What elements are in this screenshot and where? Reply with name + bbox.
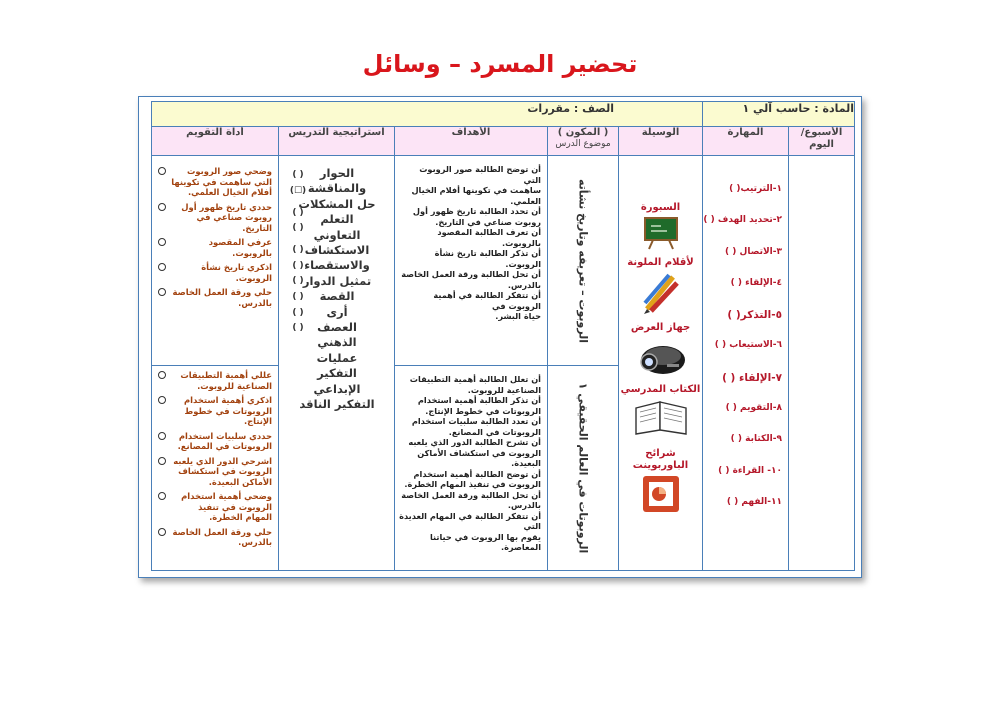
circle-bullet-icon (158, 288, 166, 296)
skill-item: ٤-الإلقاء ( ) (730, 277, 782, 288)
objective-line: أن تعرف الطالبة المقصود بالروبوت. (437, 227, 541, 248)
circle-bullet-icon (158, 263, 166, 271)
strategy-item: التفكير الناقد (299, 397, 375, 412)
skill-item: ١-الترتيب( ) (729, 184, 782, 194)
tool-projector-label: جهاز العرض (630, 322, 691, 333)
tool-slides-label-1: شرائح (645, 448, 676, 459)
strategy-item: الإبداعي (313, 381, 361, 396)
col-lesson-top: ( المكون ) (557, 127, 609, 138)
skill-item: ٧-الإلقاء ( ) (722, 371, 782, 384)
tool-pens-label: لأقلام الملونة (627, 257, 694, 268)
col-skill: المهارة (703, 127, 789, 156)
evaluation-item (156, 202, 274, 234)
objective-line: أن تحل الطالبة ورقة العمل الخاصة (401, 269, 541, 279)
strategy-item: الاستكشاف (304, 243, 370, 258)
strategy-item: التعلم التعاوني (313, 212, 361, 242)
strategy-bracket[interactable]: ( ) (292, 323, 304, 334)
lesson-1-title: الروبوت – تعريفه وتاريخ نشأته (576, 178, 590, 343)
circle-bullet-icon (158, 203, 166, 211)
grade-cell (152, 102, 703, 127)
circle-bullet-icon (158, 167, 166, 175)
col-lesson (548, 127, 619, 156)
evaluation-text: حددي تاريخ ظهور أول روبوت صناعي في التاريخ. (181, 201, 272, 233)
objective-line: أن توضح الطالبة أهمية استخدام (413, 468, 541, 479)
evaluation-item (156, 370, 274, 391)
circle-bullet-icon (158, 238, 166, 246)
circle-bullet-icon (158, 371, 166, 379)
objective-line: الروبوتات في المصانع. (448, 426, 541, 437)
tool-pens (619, 257, 702, 315)
evaluation-list-2 (152, 366, 278, 548)
strategy-bracket[interactable]: ( ) (292, 260, 304, 271)
evaluation-item (156, 166, 274, 198)
open-book-icon (632, 398, 690, 436)
circle-bullet-icon (158, 457, 166, 465)
skill-item: ١١-الفهم ( ) (726, 496, 782, 507)
colored-pencils-icon (639, 271, 683, 315)
strategy-list (298, 166, 376, 413)
strategy-item: العصف الذهني (317, 320, 357, 350)
projector-icon (633, 336, 689, 378)
strategy-item: أرى (326, 304, 348, 319)
tools-cell (619, 156, 703, 571)
evaluation-text: حلي ورقة العمل الخاصة بالدرس. (172, 287, 272, 308)
circle-bullet-icon (158, 528, 166, 536)
objective-line: أن تتفكر الطالبة في المهام العديدة التي (399, 510, 541, 531)
grade-label: الصف : مقررات (527, 102, 614, 115)
tool-slides-label-2: الباوربوينت (632, 460, 689, 471)
objective-line: روبوت صناعي في التاريخ. (435, 216, 541, 227)
objective-line: أن تحل الطالبة ورقة العمل الخاصة (401, 489, 541, 500)
strategy-bracket[interactable]: ( ) (292, 223, 304, 234)
objectives-cell-1 (395, 156, 548, 366)
strategy-bracket[interactable]: ( ) (292, 245, 304, 256)
strategy-item: والمناقشة (307, 181, 367, 196)
objective-line: الروبوت في استكشاف الأماكن البعيدة. (417, 447, 541, 468)
strategy-bracket[interactable]: ( ) (292, 276, 304, 287)
strategy-brackets (289, 170, 307, 339)
evaluation-item (156, 395, 274, 427)
objective-line: أن تتفكر الطالبة في أهمية الروبوت في (433, 290, 541, 311)
skill-item: ١٠- القراءة ( ) (718, 465, 782, 476)
evaluation-text: اشرحي الدور الذي يلعبه الروبوت في استكشاف الأماكن البعيدة. (173, 455, 272, 487)
evaluation-item (156, 287, 274, 308)
skill-item: ٣-الاتصال ( ) (725, 246, 782, 257)
strategy-bracket[interactable]: ( ) (292, 170, 304, 180)
tool-slides (619, 448, 702, 514)
objective-line: أن تعدد الطالبة سلبيات استخدام (411, 416, 541, 426)
lesson-2-title: الروبوتات في العالم الحقيقي ١ (576, 382, 590, 554)
powerpoint-icon (641, 474, 681, 514)
skill-item: ٥-التذكر( ) (727, 309, 782, 322)
tool-board (619, 202, 702, 250)
objective-line: أن تشرح الطالبة الدور الذي يلعبه (408, 437, 541, 447)
objective-line: أن تذكر الطالبة تاريخ نشأة الروبوت. (434, 248, 541, 269)
evaluation-text: عللي أهمية التطبيقات الصناعية للروبوت. (180, 370, 272, 391)
skills-cell (703, 156, 789, 571)
evaluation-cell-2 (152, 366, 279, 571)
strategy-bracket[interactable]: ( ) (292, 291, 304, 302)
subject-cell (703, 102, 855, 127)
tool-book (619, 384, 702, 436)
strategy-cell (279, 156, 395, 571)
skills-list (703, 156, 788, 528)
column-header-row (152, 127, 855, 156)
lesson-cell-1 (548, 156, 619, 366)
objective-line: الصناعية للروبوت. (467, 384, 541, 395)
objective-line: الروبوت في تنفيذ المهام الخطرة. (404, 479, 541, 489)
evaluation-item (156, 237, 274, 258)
skill-item: ٩-الكتابة ( ) (730, 434, 782, 445)
lesson-row-1 (152, 156, 855, 366)
objectives-2 (395, 366, 547, 553)
subject-label: المادة : حاسب آلي ١ (742, 102, 854, 115)
lesson-cell-2 (548, 366, 619, 571)
evaluation-item (156, 527, 274, 548)
tool-book-label: الكتاب المدرسي (620, 384, 701, 395)
evaluation-item (156, 262, 274, 283)
evaluation-text: حلي ورقة العمل الخاصة بالدرس. (172, 526, 272, 547)
lesson-plan-table (151, 101, 855, 571)
tool-projector (619, 322, 702, 378)
evaluation-list-1 (152, 156, 278, 308)
info-row (152, 102, 855, 127)
evaluation-cell-1 (152, 156, 279, 366)
circle-bullet-icon (158, 492, 166, 500)
evaluation-text: وضحي أهمية استخدام الروبوت في تنفيذ المهام الخطرة. (181, 491, 272, 522)
objectives-1 (395, 156, 547, 322)
objective-line: حياة البشر. (495, 311, 541, 321)
col-objectives: الأهداف (395, 127, 548, 156)
strategy-item: الحوار (319, 166, 355, 180)
strategy-bracket[interactable]: ( ) (292, 307, 304, 318)
evaluation-text: اذكري تاريخ نشأة الروبوت. (201, 262, 272, 283)
objective-line: يقوم بها الروبوت في حياتنا المعاصرة. (429, 531, 541, 552)
strategy-item: عمليات التفكير (316, 350, 358, 381)
chalkboard-icon (641, 216, 681, 250)
strategy-item: تمثيل الدوار (302, 273, 372, 288)
col-tool: الوسيلة (619, 127, 703, 156)
objective-line: أن توضح الطالبة صور الروبوت التي (419, 164, 541, 185)
col-strategy: استراتيجية التدريس (279, 127, 395, 156)
circle-bullet-icon (158, 432, 166, 440)
strategy-item: القصة (319, 289, 355, 304)
evaluation-text: وضحي صور الروبوت التي ساهمت في تكوينها أفلام الخيال العلمي. (171, 166, 272, 197)
strategy-item: والاستقصاء (304, 258, 370, 273)
strategy-bracket[interactable]: ( ) (292, 207, 304, 218)
col-evaluation: أداة التقويم (152, 127, 279, 156)
strategy-block (279, 156, 394, 570)
objectives-cell-2 (395, 366, 548, 571)
plan-frame (138, 96, 862, 578)
col-lesson-bottom: موضوع الدرس (555, 138, 611, 149)
evaluation-text: حددي سلبيات استخدام الروبوتات في المصانع. (177, 430, 272, 451)
week-cell (789, 156, 855, 571)
objective-line: أن تحدد الطالبة تاريخ ظهور أول (412, 206, 541, 216)
evaluation-item (156, 456, 274, 488)
skill-item: ٦-الاستيعاب ( ) (714, 340, 782, 351)
evaluation-item (156, 491, 274, 523)
col-week: الأسبوع/اليوم (789, 127, 855, 156)
circle-bullet-icon (158, 396, 166, 404)
objective-line: الروبوتات في خطوط الإنتاج. (425, 405, 541, 416)
skill-item: ٨-التقويم ( ) (725, 403, 782, 414)
strategy-item: حل المشكلات (298, 196, 376, 211)
objective-line: بالدرس. (507, 279, 541, 290)
objective-line: بالدرس. (507, 500, 541, 510)
evaluation-text: اذكري أهمية استخدام الروبوتات في خطوط الإنتاج. (184, 395, 272, 426)
tool-board-label: السبورة (640, 202, 681, 213)
evaluation-item (156, 431, 274, 452)
objective-line: ساهمت في تكوينها أفلام الخيال العلمي. (411, 185, 541, 206)
skill-item: ٢-تحديد الهدف ( ) (703, 215, 782, 226)
page-title: تحضير المسرد – وسائل (362, 50, 638, 78)
objective-line: أن تذكر الطالبة أهمية استخدام (417, 395, 541, 405)
evaluation-text: عرفي المقصود بالروبوت. (208, 237, 272, 258)
objective-line: أن تعلل الطالبة أهمية التطبيقات (409, 374, 541, 384)
strategy-bracket[interactable]: (☐) (289, 185, 307, 196)
